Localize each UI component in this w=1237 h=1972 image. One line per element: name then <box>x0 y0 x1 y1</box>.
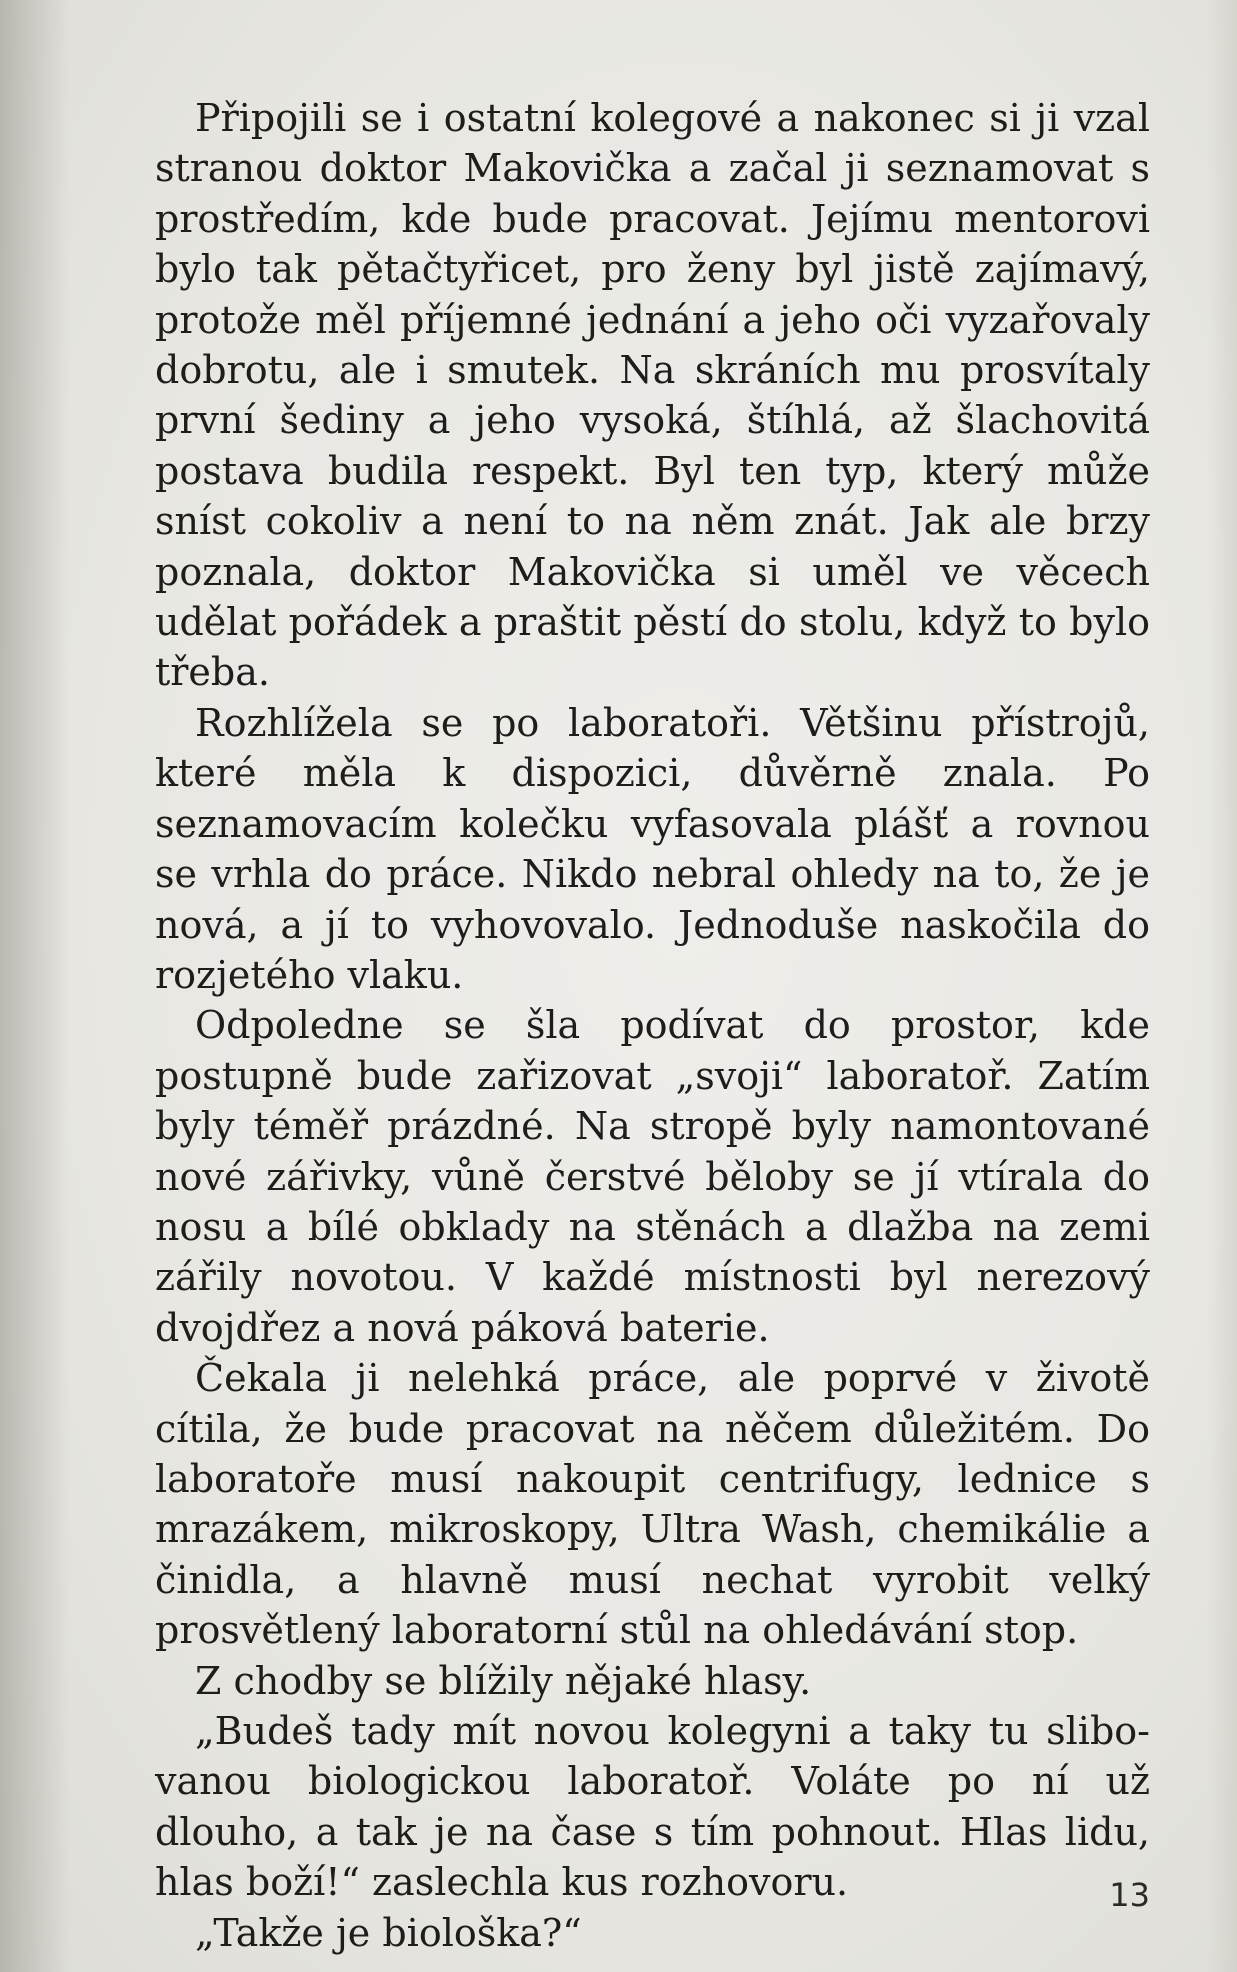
paragraph: Čekala ji nelehká práce, ale poprvé v životě cítila, že bude pracovat na něčem důležitém. Do laboratoře musí nakoupit centrifugy, lednice s mrazákem, mikroskopy, Ultra Wash, chemikálie a činidla, a hlavně musí nechat vyrobit velký prosvětlený laboratorní stůl na ohledávání stop. <box>155 1356 1150 1653</box>
binding-shadow <box>0 0 70 1972</box>
paragraph: Z chodby se blížily nějaké hlasy. <box>195 1658 812 1703</box>
paragraph: Odpoledne se šla podívat do prostor, kde postupně bude zařizovat „svoji“ laboratoř. Zatím byly téměř prázdné. Na stropě byly namontované nové zářivky, vůně čerstvé běloby se jí vtírala do nosu a bílé obklady na stěnách a dlažba na zemi zářily novotou. V každé místnosti byl nerezový dvojdřez a nová páková baterie. <box>155 1003 1150 1350</box>
body-text <box>155 93 1150 1958</box>
paragraph: „Takže je biološka?“ <box>195 1910 582 1955</box>
paragraph: Připojili se i ostatní kolegové a nakonec si ji vzal stranou doktor Makovička a začal ji seznamovat s prostředím, kde bude pracovat. Jejímu mentorovi bylo tak pětačtyřicet, pro ženy byl jistě zajímavý, protože měl příjemné jednání a jeho oči vyzařovaly dobrotu, ale i smutek. Na skráních mu prosvítaly první šediny a jeho vysoká, štíhlá, až šlachovitá postava budila respekt. Byl ten typ, který může sníst cokoliv a není to na něm znát. Jak ale brzy poznala, doktor Makovička si uměl ve věcech udělat pořádek a praštit pěstí do stolu, když to bylo třeba. <box>155 96 1150 695</box>
page-number: 13 <box>1109 1876 1150 1914</box>
paragraph: „Budeš tady mít novou kolegyni a taky tu slibovanou biologickou laboratoř. Voláte po ní už dlouho, a tak je na čase s tím pohnout. Hlas lidu, hlas boží!“ zaslechla kus rozhovoru. <box>155 1709 1150 1905</box>
page-edge-shadow <box>1207 0 1237 1972</box>
paragraph: Rozhlížela se po laboratoři. Většinu přístrojů, které měla k dispozici, důvěrně znala. Po seznamovacím kolečku vyfasovala plášť a rovnou se vrhla do práce. Nikdo nebral ohledy na to, že je nová, a jí to vyhovovalo. Jednoduše naskočila do rozjetého vlaku. <box>155 700 1150 997</box>
